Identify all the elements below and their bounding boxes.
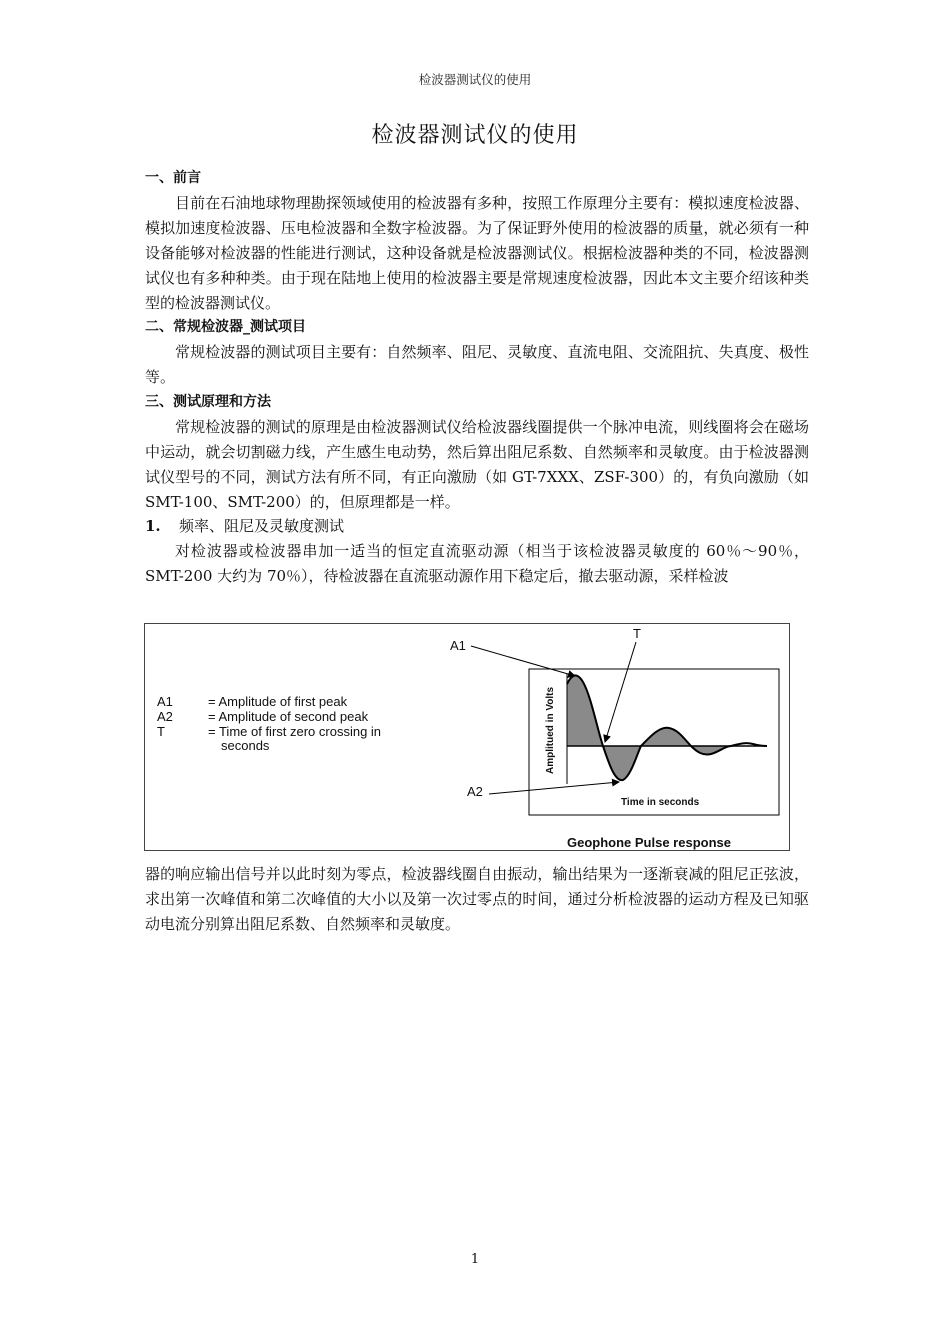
legend-text-t: = Time of first zero crossing in [208,724,382,739]
section-principle [145,390,809,515]
label-a2: A2 [467,784,483,799]
waveform-curve [567,675,767,780]
subsection-number: 1. [145,517,161,535]
subsection-paragraph-before-figure: 对检波器或检波器串加一适当的恒定直流驱动源（相当于该检波器灵敏度的 60％～90％，SMT-200 大约为 70％），待检波器在直流驱动源作用下稳定后，撤去驱动源，采样检波 [145,542,809,585]
subsection-continuation [145,862,809,937]
running-header: 检波器测试仪的使用 [418,72,532,87]
subsection-heading [145,514,809,539]
section-paragraph: 目前在石油地球物理勘探领域使用的检波器有多种，按照工作原理分主要有：模拟速度检波器、模拟加速度检波器、压电检波器和全数字检波器。为了保证野外使用的检波器的质量，就必须有一种设备能够对检波器的性能进行测试，这种设备就是检波器测试仪。根据检波器种类的不同，检波器测试仪也有多种种类。由于现在陆地上使用的检波器主要是常规速度检波器，因此本文主要介绍该种类型的检波器测试仪。 [145,194,809,312]
subsection-title: 频率、阻尼及灵敏度测试 [179,517,345,535]
section-preface [145,166,809,316]
section-paragraph: 常规检波器的测试项目主要有：自然频率、阻尼、灵敏度、直流电阻、交流阻抗、失真度、极性等。 [145,343,809,386]
subsection-frequency-test [145,514,809,589]
arrow-a2 [489,782,619,794]
legend-symbol-t: T [157,724,165,739]
x-axis-label: Time in seconds [621,797,700,808]
geophone-pulse-figure [144,623,790,851]
section-heading: 一、前言 [145,170,201,186]
subsection-paragraph-after-figure: 器的响应输出信号并以此时刻为零点，检波器线圈自由振动，输出结果为一逐渐衰减的阻尼正弦波，求出第一次峰值和第二次峰值的大小以及第一次过零点的时间，通过分析检波器的运动方程及已知驱动电流分别算出阻尼系数、自然频率和灵敏度。 [145,865,809,933]
arrow-t [605,642,636,742]
figure-caption: Geophone Pulse response [567,835,731,850]
section-heading: 三、测试原理和方法 [145,394,271,410]
document-title: 检波器测试仪的使用 [371,123,579,148]
legend-symbol-a2: A2 [157,709,173,724]
section-test-items [145,315,809,390]
section-heading: 二、常规检波器_测试项目 [145,319,306,335]
pulse-response-diagram [145,624,791,852]
y-axis-label: Amplitued in Volts [545,686,556,774]
section-paragraph: 常规检波器的测试的原理是由检波器测试仪给检波器线圈提供一个脉冲电流，则线圈将会在磁场中运动，就会切割磁力线，产生感生电动势，然后算出阻尼系数、自然频率和灵敏度。由于检波器测试仪型号的不同，测试方法有所不同，有正向激励（如 GT-7XXX、ZSF-300）的，有负向激励（如 SMT-100、SMT-200）的，但原理都是一样。 [145,418,809,511]
label-t: T [633,626,641,641]
page-number: 1 [470,1252,480,1267]
arrow-a1 [471,646,575,676]
legend-text-t-continued: seconds [221,738,270,753]
legend-text-a1: = Amplitude of first peak [208,694,348,709]
legend-text-a2: = Amplitude of second peak [208,709,369,724]
legend-symbol-a1: A1 [157,694,173,709]
label-a1: A1 [450,638,466,653]
waveform-fill [567,675,731,780]
